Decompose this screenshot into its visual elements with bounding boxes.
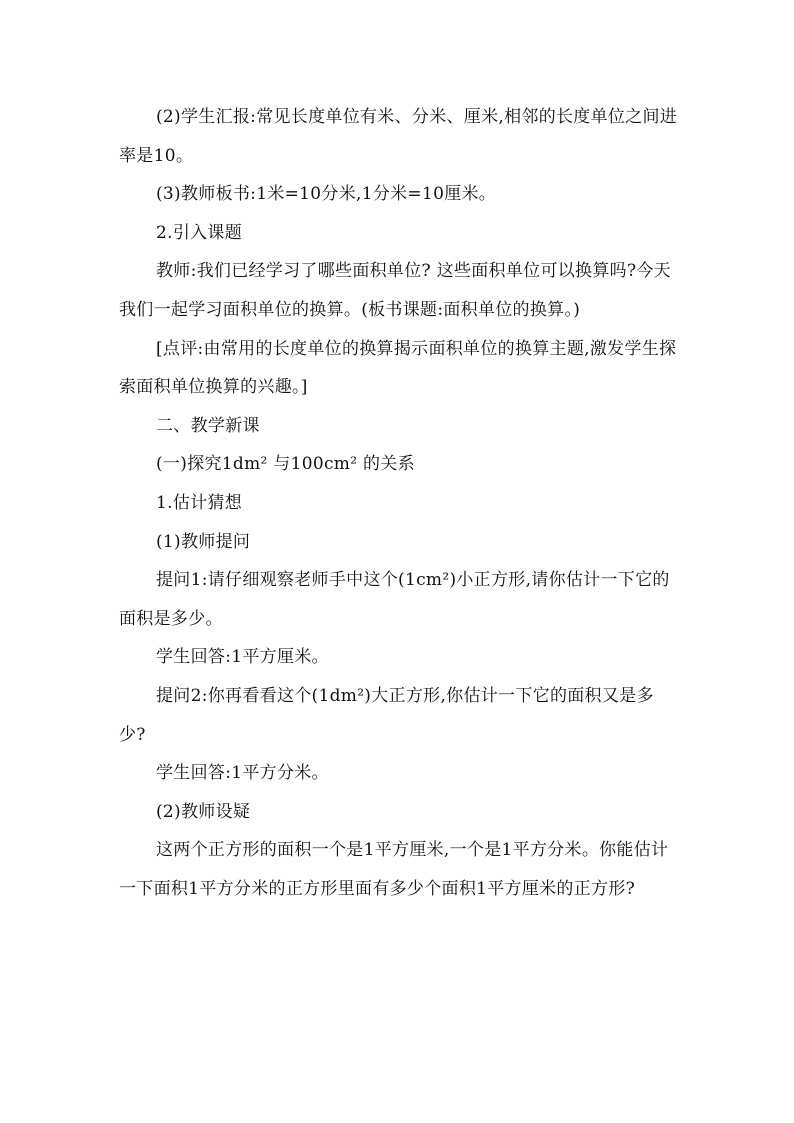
heading-explore-relation: (一)探究1dm² 与100cm² 的关系 [156, 454, 415, 475]
heading-new-lesson: 二、教学新课 [156, 415, 260, 436]
paragraph-comment: [点评:由常用的长度单位的换算揭示面积单位的换算主题,激发学生探索面积单位换算的兴趣。] [119, 338, 677, 398]
paragraph-teacher-question: 教师:我们已经学习了哪些面积单位? 这些面积单位可以换算吗?今天我们一起学习面积单位的换算。(板书课题:面积单位的换算。) [119, 261, 671, 320]
paragraph-teacher-board: (3)教师板书:1米=10分米,1分米=10厘米。 [156, 184, 497, 205]
paragraph-doubt-question: 这两个正方形的面积一个是1平方厘米,一个是1平方分米。你能估计一下面积1平方分米的正方形里面有多少个面积1平方厘米的正方形? [119, 840, 669, 899]
heading-introduce-topic: 2.引入课题 [156, 222, 243, 243]
paragraph-answer-1: 学生回答:1平方厘米。 [156, 647, 329, 668]
paragraph-answer-2: 学生回答:1平方分米。 [156, 763, 329, 784]
document-page [119, 98, 679, 908]
paragraph-question-2: 提问2:你再看看这个(1dm²)大正方形,你估计一下它的面积又是多少? [119, 685, 654, 745]
heading-teacher-doubt: (2)教师设疑 [156, 801, 251, 822]
paragraph-question-1: 提问1:请仔细观察老师手中这个(1cm²)小正方形,请你估计一下它的面积是多少。 [119, 570, 670, 629]
paragraph-student-report: (2)学生汇报:常见长度单位有米、分米、厘米,相邻的长度单位之间进率是10。 [119, 107, 678, 166]
heading-teacher-asks: (1)教师提问 [156, 531, 251, 552]
heading-estimate-guess: 1.估计猜想 [156, 492, 243, 513]
